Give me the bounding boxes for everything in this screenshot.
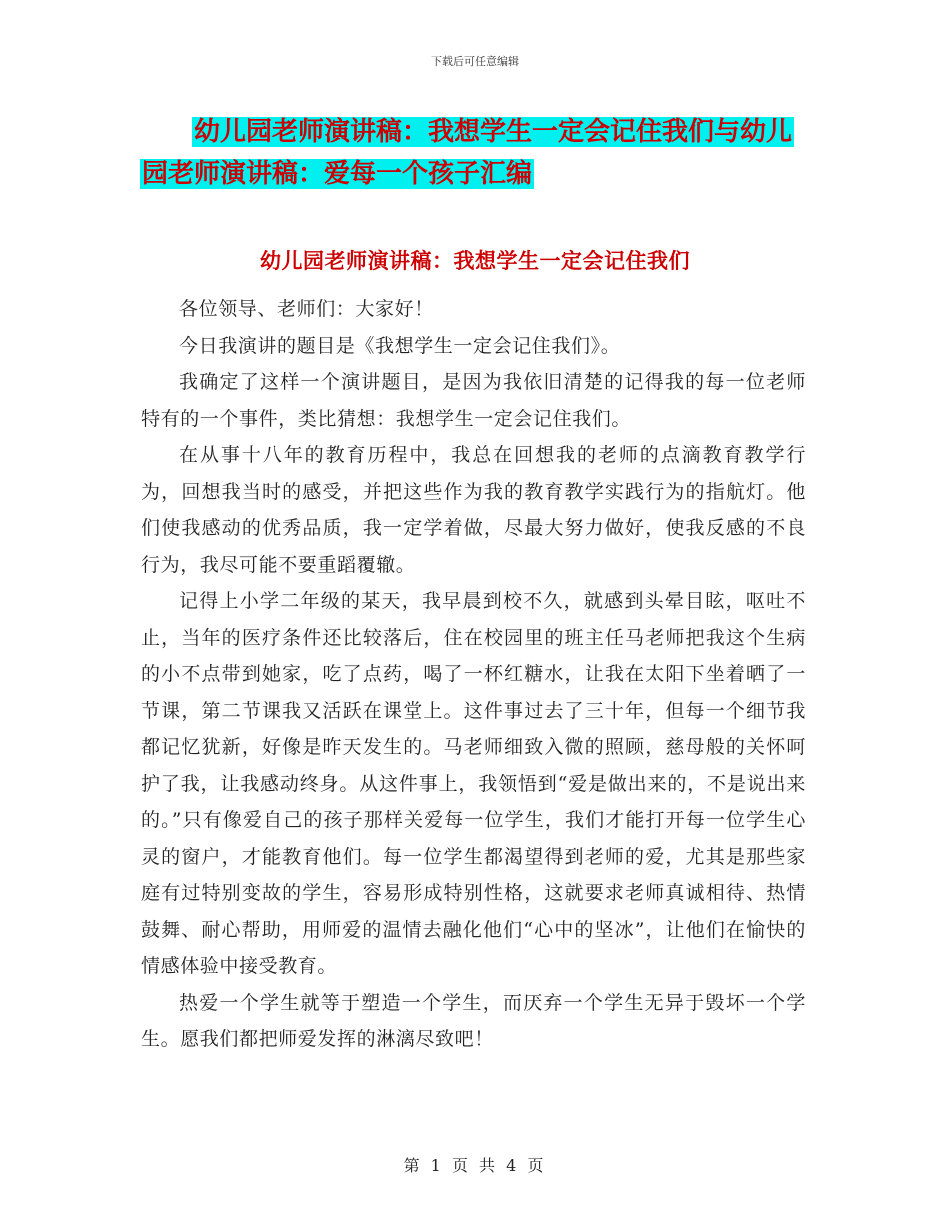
title-line-2 [140, 153, 810, 195]
speech-body [141, 291, 806, 1058]
paragraph-closing: 热爱一个学生就等于塑造一个学生，而厌弃一个学生无异于毁坏一个学生。愿我们都把师爱发挥的淋漓尽致吧！ [141, 991, 806, 1050]
document-title [140, 111, 810, 195]
paragraph-topic: 今日我演讲的题目是《我想学生一定会记住我们》。 [179, 334, 621, 357]
title-line-1 [140, 111, 810, 153]
paragraph-greeting: 各位领导、老师们：大家好！ [179, 298, 434, 320]
paragraph-story: 记得上小学二年级的某天，我早晨到校不久，就感到头晕目眩，呕吐不止，当年的医疗条件还比较落后，住在校园里的班主任马老师把我这个生病的小不点带到她家，吃了点药，喝了一杯红糖水，让我在太阳下坐着晒了一节课，第二节课我又活跃在课堂上。这件事过去了三十年，但每一个细节我都记忆犹新，好像是昨天发生的。马老师细致入微的照顾，慈母般的关怀呵护了我，让我感动终身。从这件事上，我领悟到“爱是做出来的，不是说出来的。”只有像爱自己的孩子那样关爱每一位学生，我们才能打开每一位学生心灵的窗户，才能教育他们。每一位学生都渴望得到老师的爱，尤其是那些家庭有过特别变故的学生，容易形成特别性格，这就要求老师真诚相待、热情鼓舞、耐心帮助，用师爱的温情去融化他们“心中的坚冰”，让他们在愉快的情感体验中接受教育。 [141, 590, 806, 977]
paragraph-reason: 我确定了这样一个演讲题目，是因为我依旧清楚的记得我的每一位老师特有的一个事件，类比猜想：我想学生一定会记住我们。 [141, 371, 806, 430]
page-footer: 第 1 页 共 4 页 [403, 1156, 547, 1175]
paragraph-experience: 在从事十八年的教育历程中，我总在回想我的老师的点滴教育教学行为，回想我当时的感受，并把这些作为我的教育教学实践行为的指航灯。他们使我感动的优秀品质，我一定学着做，尽最大努力做好，使我反感的不良行为，我尽可能不要重蹈覆辙。 [141, 444, 806, 576]
header-note: 下载后可任意编辑 [431, 55, 519, 68]
section-title: 幼儿园老师演讲稿：我想学生一定会记住我们 [260, 249, 690, 273]
title-line-1-text: 幼儿园老师演讲稿：我想学生一定会记住我们与幼儿 [194, 117, 793, 147]
title-line-2-text: 园老师演讲稿：爱每一个孩子汇编 [142, 159, 533, 189]
